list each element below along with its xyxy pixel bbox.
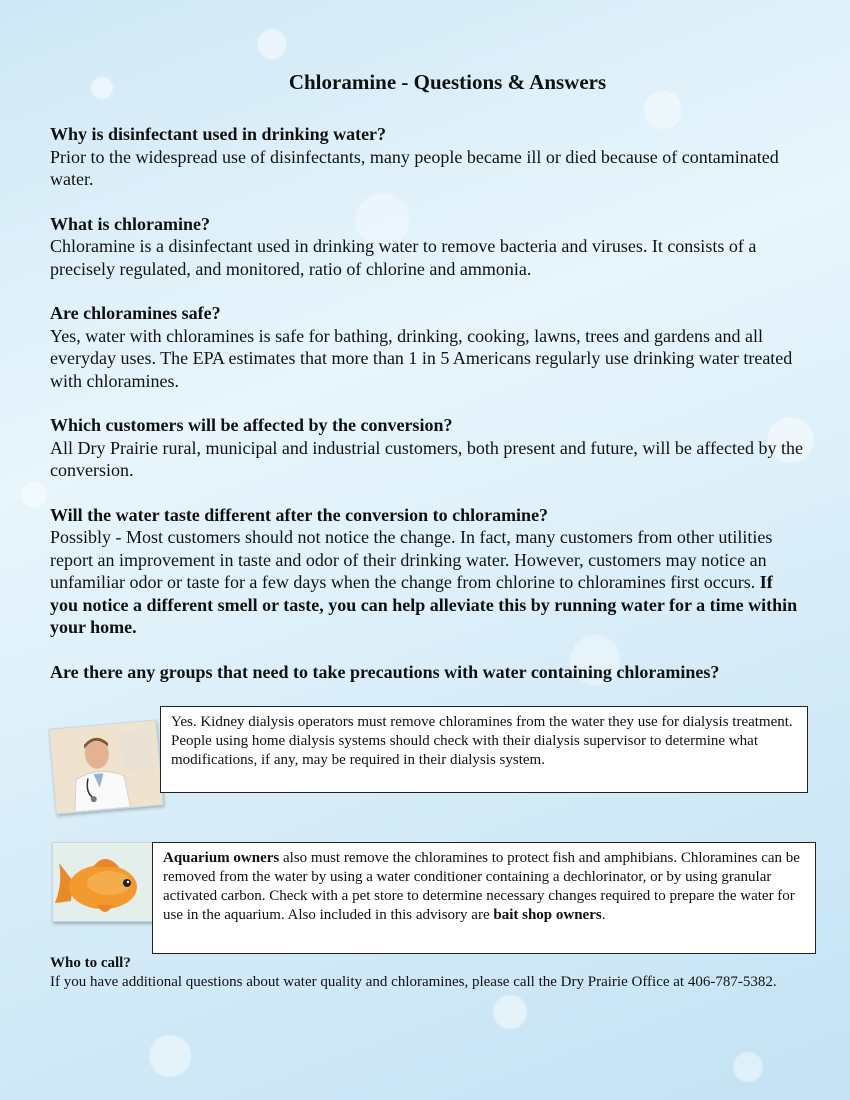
bait-shop-emphasis: bait shop owners (493, 907, 602, 923)
question: Are chloramines safe? (50, 303, 221, 323)
who-to-call-heading: Who to call? (50, 955, 131, 971)
goldfish-photo (52, 842, 154, 922)
aquarium-text: also must remove the chloramines to protect fish and amphibians. Chloramines can be removed from the water by using a water conditioner containing a dechlorinator, or by using granular activated carbon. Check with a pet store to determine necessary changes required to prepare the water for use in the aquarium. Also included in this advisory are (163, 850, 800, 923)
groups-question: Are there any groups that need to take precautions with water containing chloramines? (50, 661, 720, 682)
goldfish-icon (53, 843, 153, 921)
question: Which customers will be affected by the conversion? (50, 415, 453, 435)
aquarium-lead: Aquarium owners (163, 850, 280, 866)
who-to-call-text: If you have additional questions about water quality and chloramines, please call the Dry Prairie Office at 406-787-5382. (50, 974, 777, 990)
answer-text: Possibly - Most customers should not notice the change. In fact, many customers from other utilities report an improvement in taste and odor of their drinking water. However, customers may notice an unfamiliar odor or taste for a few days when the change from chlorine to chloramines first occurs. (50, 527, 773, 592)
question: Will the water taste different after the conversion to chloramine? (50, 504, 549, 525)
qa-item (50, 414, 805, 482)
page-title: Chloramine - Questions & Answers (288, 70, 607, 94)
answer: Yes, water with chloramines is safe for bathing, drinking, cooking, lawns, trees and gardens and all everyday uses. The EPA estimates that more than 1 in 5 Americans regularly use drinking water treated with chloramines. (50, 325, 793, 391)
question: Why is disinfectant used in drinking water? (50, 124, 387, 144)
answer: Chloramine is a disinfectant used in drinking water to remove bacteria and viruses. It consists of a precisely regulated, and monitored, ratio of chlorine and ammonia. (50, 236, 757, 279)
answer (50, 526, 805, 639)
qa-item (50, 302, 805, 392)
dialysis-callout: Yes. Kidney dialysis operators must remove chloramines from the water they use for dialysis treatment. People using home dialysis systems should check with their dialysis supervisor to determine what modifications, if any, may be required in their dialysis system. (160, 706, 808, 793)
qa-item (50, 504, 805, 639)
doctor-icon (50, 721, 163, 814)
document-body (50, 70, 805, 705)
question: What is chloramine? (50, 213, 210, 234)
qa-item (50, 123, 805, 191)
doctor-photo (48, 719, 163, 814)
who-to-call-section (50, 954, 810, 992)
aquarium-tail: . (601, 907, 606, 923)
answer-emphasis: If you notice a different smell or taste, you can help alleviate this by running water for a time within your home. (50, 572, 798, 637)
qa-item (50, 661, 805, 684)
answer: All Dry Prairie rural, municipal and industrial customers, both present and future, will be affected by the conversion. (50, 437, 803, 480)
aquarium-callout (152, 842, 816, 954)
qa-item (50, 213, 805, 281)
answer: Prior to the widespread use of disinfectants, many people became ill or died because of contaminated water. (50, 146, 779, 189)
